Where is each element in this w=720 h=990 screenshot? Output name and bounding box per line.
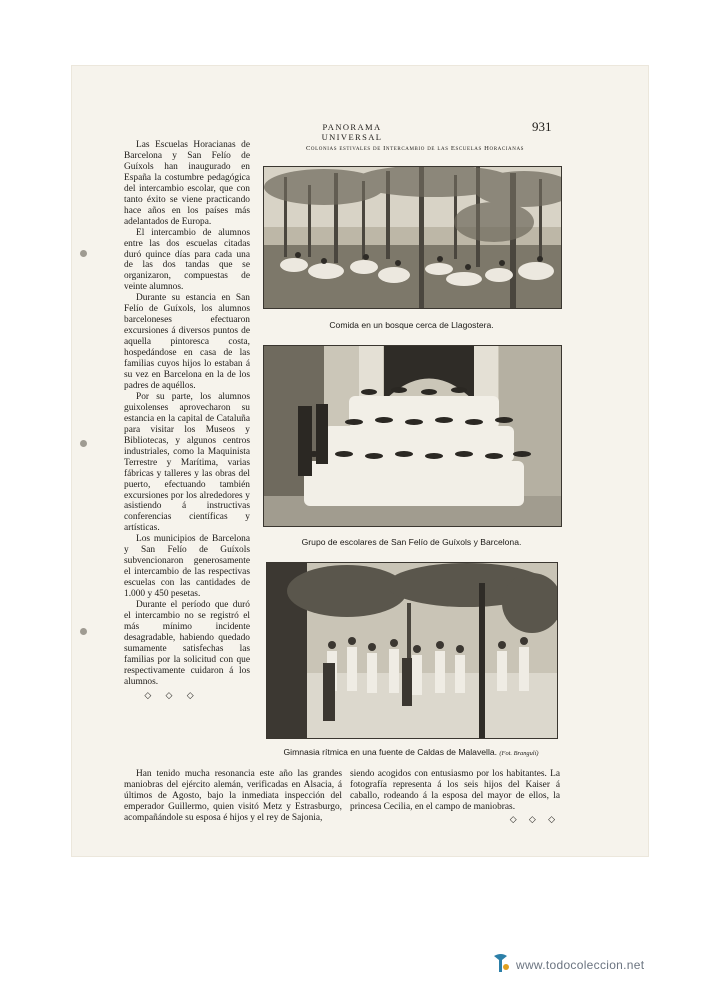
article-bottom-right: [350, 769, 560, 825]
photo-caption: Comida en un bosque cerca de Llagostera.: [329, 320, 494, 330]
article-paragraph: Durante su estancia en San Felío de Guíxols, los alumnos barceloneses efectuaron excursiones á diversos puntos de aquella pintoresca costa, hospedándose en casa de las familias cuyos hijos lo estaban á su vez en Barcelona en la de los padres de aquéllos.: [124, 293, 250, 391]
running-header: PANORAMA UNIVERSAL: [321, 122, 383, 142]
article-paragraph: Durante el período que duró el intercambio no se registró el más mínimo incidente desagradable, habiendo quedado sumamente satisfechas las familias por la solicitud con que respectivamente cuidaron á los alumnos.: [124, 600, 250, 687]
article-paragraph: siendo acogidos con entusiasmo por los habitantes. La fotografía representa á los seis hijos del Kaiser á caballo, rodeando á la esposa del mayor de ellos, la princesa Cecilia, en el campo de maniobras.: [350, 769, 560, 812]
watermark-logo-icon: [491, 952, 511, 974]
article-paragraph: Por su parte, los alumnos guixolenses aprovecharon su estancia en la capital de Cataluña para visitar los Museos y Bibliotecas, y algunos centros industriales, como la Maquinista Terrestre y Marítima, varias fábricas y talleres y las obras del puerto, efectuando también excursiones por los alrededores y asistiendo á instructivas conferencias científicas y artísticas.: [124, 391, 250, 534]
photo-picnic-forest: [263, 166, 562, 309]
ornament-divider: ◇ ◇ ◇: [144, 689, 200, 700]
section-heading: Colonias estivales de Intercambio de las Escuelas Horacianas: [305, 145, 525, 152]
binding-hole: [80, 440, 87, 447]
article-paragraph: El intercambio de alumnos entre las dos escuelas citadas duró quince días para cada una de las dos tandas que se organizaron, compuestas de veinte alumnos.: [124, 227, 250, 293]
ornament-divider: ◇ ◇ ◇: [509, 813, 560, 824]
binding-hole: [80, 628, 87, 635]
article-paragraph: Las Escuelas Horacianas de Barcelona y San Felío de Guíxols han inaugurado en España la costumbre pedagógica del intercambio escolar, que con tanto éxito se viene practicando hace años en los países más adelantados de Europa.: [124, 140, 250, 227]
article-bottom-left: [124, 769, 342, 824]
binding-hole: [80, 250, 87, 257]
photo-school-group: [263, 345, 562, 527]
caption-text: Gimnasia rítmica en una fuente de Caldas de Malavella.: [283, 747, 498, 757]
watermark-text[interactable]: www.todocoleccion.net: [516, 958, 645, 972]
photo-gymnastics-fountain: [266, 562, 558, 739]
article-paragraph: Han tenido mucha resonancia este año las grandes maniobras del ejército alemán, verificadas en Alsacia, á últimos de Agosto, bajo la inmediata inspección del emperador Guillermo, quien visitó Metz y Estrasburgo, acompañándole su esposa é hijos y el rey de Sajonia,: [124, 769, 342, 823]
photo-caption: Grupo de escolares de San Felío de Guíxols y Barcelona.: [301, 537, 522, 547]
article-paragraph: Los municipios de Barcelona y San Felío de Guíxols subvencionaron generosamente el intercambio de las respectivas escuelas con las cantidades de 1.000 y 450 pesetas.: [124, 534, 250, 600]
article-column: [124, 140, 250, 701]
photo-credit: (Fot. Brangulí): [499, 750, 539, 757]
page-number: 931: [532, 119, 552, 134]
photo-caption: [262, 747, 560, 757]
